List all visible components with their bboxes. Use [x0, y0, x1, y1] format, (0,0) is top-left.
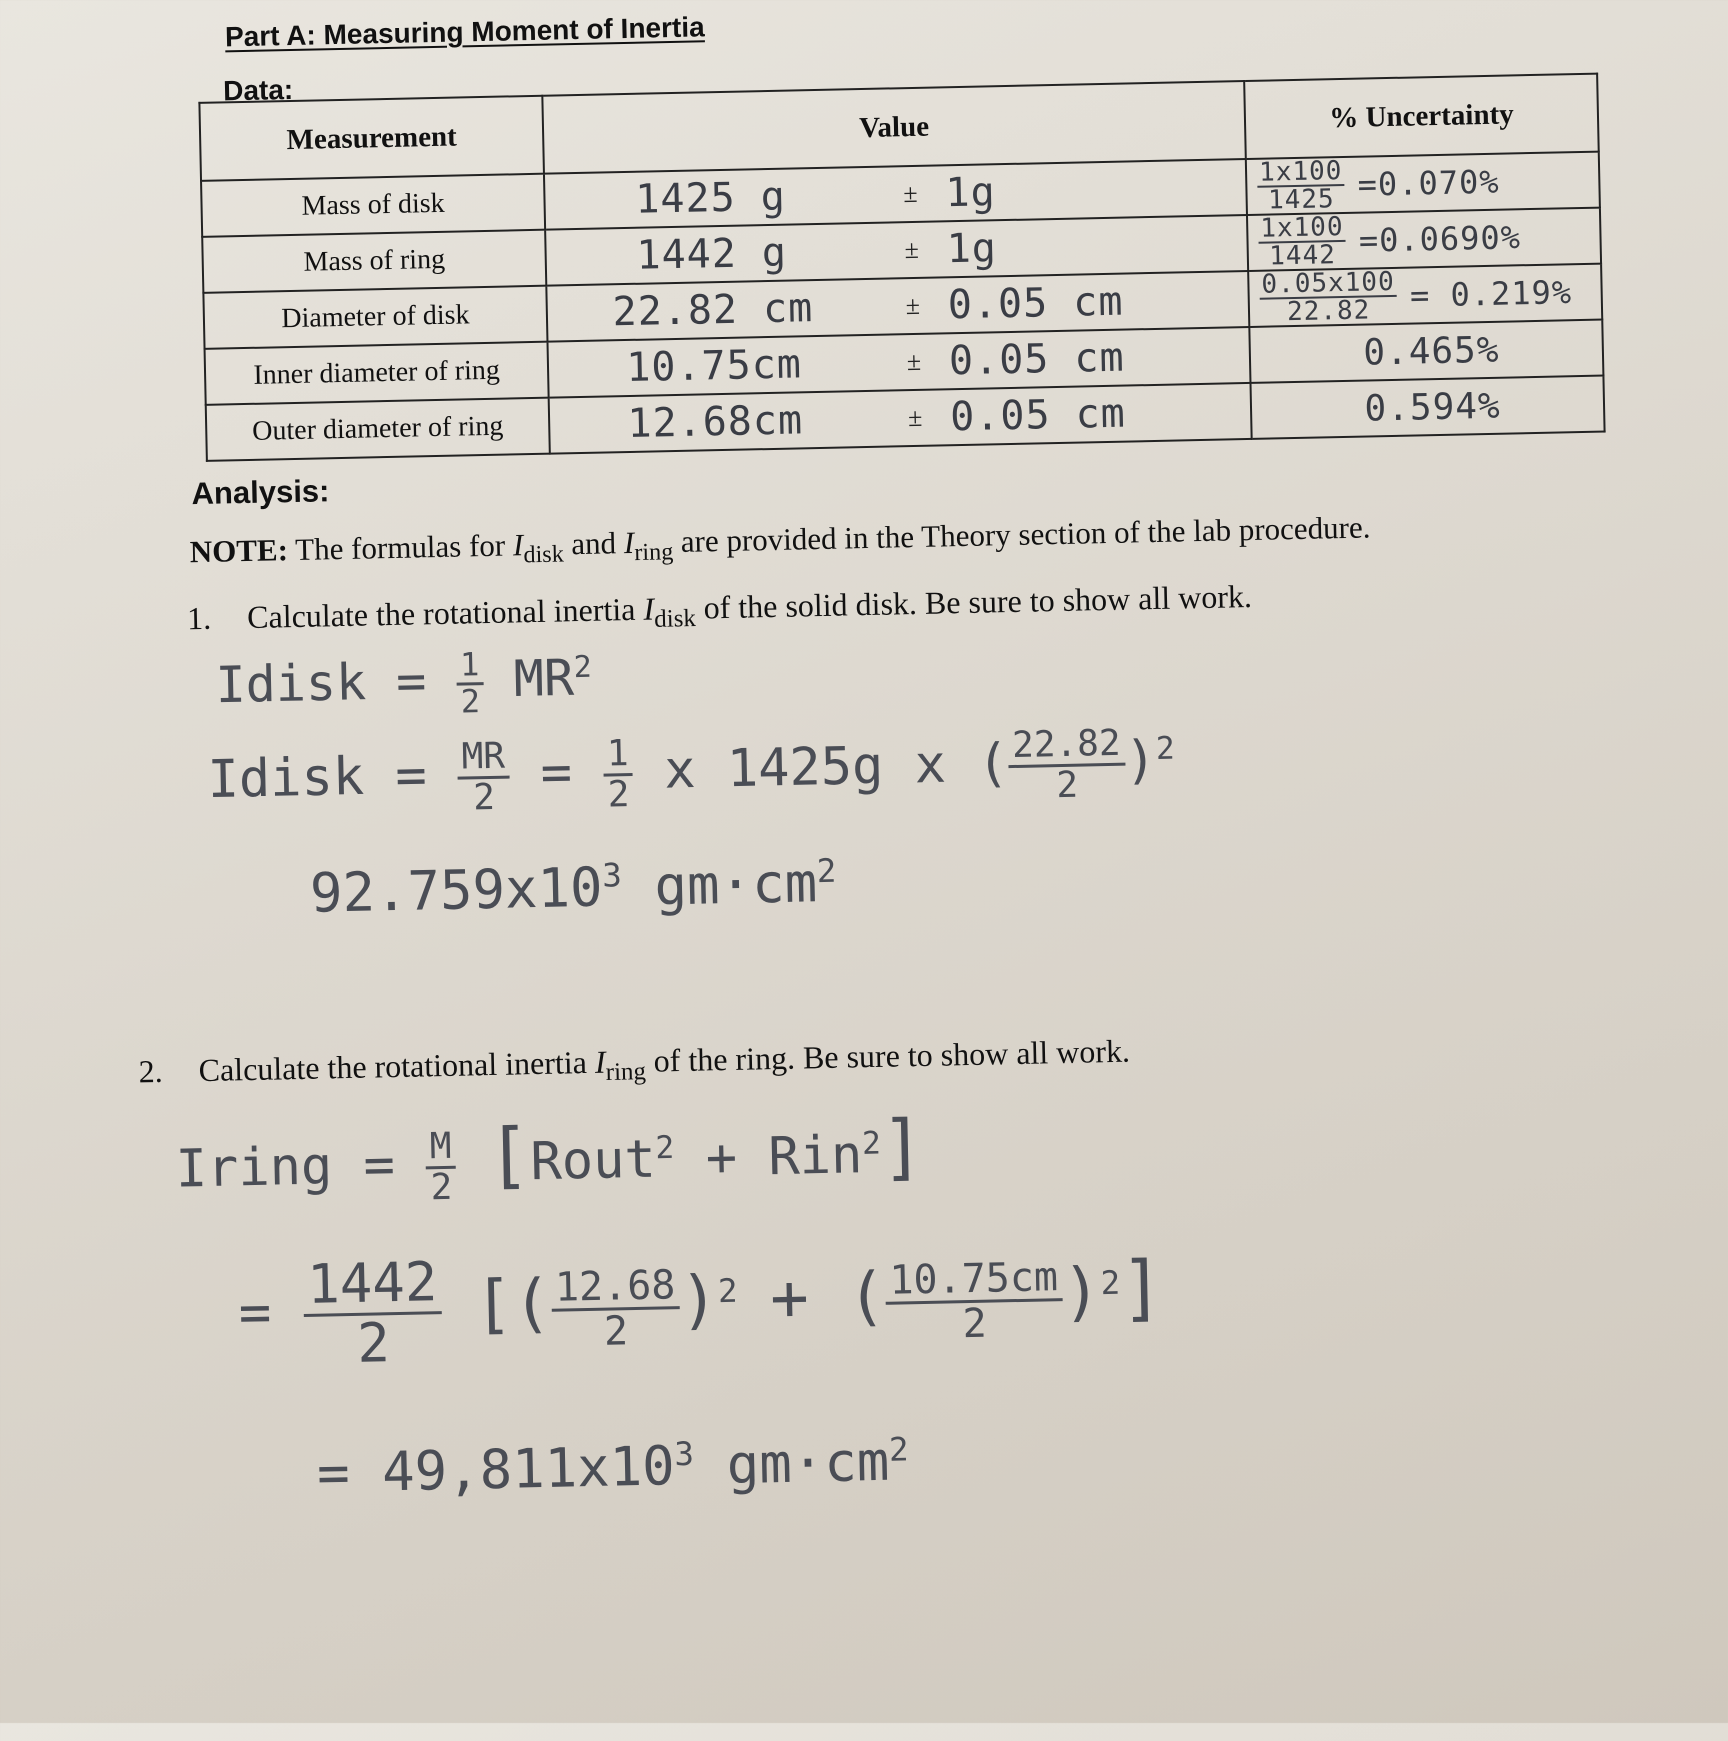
- plus-minus-sign: ±: [903, 178, 918, 209]
- fraction-denominator: 1442: [1268, 240, 1337, 272]
- disk-result: $92.759x10^3$ $gm\cdot cm^2$: [309, 851, 837, 925]
- disk-substitution: Idisk = $\frac{MR}{2}$ = $\frac{1}{2}$ x 1425g x ( $\frac{22.82}{2}$ )$^2$: [206, 722, 1176, 819]
- percent-result: =0.0690%: [1358, 218, 1522, 260]
- measurement-cell: Mass of ring: [202, 230, 546, 293]
- measurement-cell: Mass of disk: [201, 174, 545, 237]
- ring-result: = $49,811x10^3$ $gm\cdot cm^2$: [316, 1429, 909, 1505]
- percent-fraction: [1259, 266, 1397, 328]
- percent-result: 0.594%: [1364, 385, 1502, 430]
- question-symbol: $I_{disk}$: [642, 590, 697, 633]
- header-uncertainty: % Uncertainty: [1244, 74, 1599, 159]
- percent-uncertainty-cell: [1251, 376, 1605, 439]
- measured-value: 22.82 cm: [612, 285, 814, 336]
- question-symbol: $I_{ring}$: [594, 1043, 647, 1086]
- header-measurement: Measurement: [199, 96, 544, 181]
- measurement-cell: Inner diameter of ring: [205, 342, 549, 405]
- note-text-pre: The formulas for: [294, 527, 506, 567]
- measured-value: 1442 g: [636, 229, 788, 279]
- measurement-cell: Outer diameter of ring: [206, 398, 550, 461]
- fraction-denominator: 1425: [1267, 184, 1335, 216]
- percent-uncertainty-cell: [1248, 264, 1602, 327]
- percent-result: = 0.219%: [1409, 273, 1573, 315]
- absolute-uncertainty: 1g: [945, 169, 997, 217]
- note-text-mid: and: [570, 525, 617, 562]
- percent-result: 0.465%: [1362, 329, 1500, 374]
- percent-uncertainty-cell: [1249, 320, 1603, 383]
- note-label: NOTE:: [189, 532, 289, 570]
- percent-fraction: [1258, 211, 1346, 272]
- analysis-note: [189, 509, 1370, 576]
- plus-minus-sign: ±: [906, 346, 922, 377]
- question-1: [187, 578, 1253, 644]
- question-number: 1.: [186, 599, 212, 637]
- note-symbol-disk: $I_{disk}$: [512, 527, 565, 569]
- part-title: Part A: Measuring Moment of Inertia: [224, 11, 705, 53]
- question-text-pre: Calculate the rotational inertia: [246, 590, 636, 636]
- question-number: 2.: [138, 1052, 164, 1090]
- ring-substitution: = $\frac{1442}{2}$ [( $\frac{12.68}{2}$ )$^2$ + ( $\frac{10.75cm}{2}$ )$^2$]: [238, 1244, 1165, 1375]
- data-table: [198, 73, 1605, 462]
- data-label: Data:: [222, 73, 294, 107]
- measured-value: 12.68cm: [626, 397, 804, 448]
- absolute-uncertainty: 0.05 cm: [947, 278, 1124, 329]
- disk-formula: Idisk = $\frac{1}{2}$ $MR^2$: [214, 645, 593, 721]
- question-text-post: of the ring. Be sure to show all work.: [653, 1032, 1131, 1079]
- measurement-cell: Diameter of disk: [203, 286, 547, 349]
- note-symbol-ring: $I_{ring}$: [623, 524, 674, 567]
- fraction-denominator: 22.82: [1286, 295, 1371, 328]
- measured-value: 10.75cm: [625, 341, 803, 392]
- note-text-post: are provided in the Theory section of the lab procedure.: [680, 509, 1371, 559]
- question-text-post: of the solid disk. Be sure to show all work.: [703, 577, 1253, 626]
- percent-result: =0.070%: [1357, 162, 1500, 204]
- fraction-numerator: 1x100: [1260, 211, 1344, 244]
- question-2: [138, 1033, 1130, 1097]
- fraction-numerator: 1x100: [1258, 155, 1343, 188]
- plus-minus-sign: ±: [907, 402, 923, 433]
- question-text-pre: Calculate the rotational inertia: [198, 1044, 588, 1089]
- absolute-uncertainty: 0.05 cm: [949, 390, 1127, 441]
- absolute-uncertainty: 1g: [946, 225, 998, 273]
- percent-uncertainty-cell: [1246, 152, 1600, 215]
- analysis-heading: Analysis:: [191, 473, 330, 512]
- percent-fraction: [1257, 155, 1345, 216]
- measured-value: 1425 g: [634, 173, 787, 223]
- fraction-numerator: 0.05x100: [1261, 266, 1396, 300]
- header-value: Value: [542, 81, 1245, 174]
- absolute-uncertainty: 0.05 cm: [948, 334, 1126, 385]
- plus-minus-sign: ±: [905, 290, 921, 321]
- percent-uncertainty-cell: [1247, 208, 1601, 271]
- ring-formula: Iring = $\frac{M}{2}$ [Rout$^2$ + Rin$^2$]: [175, 1103, 926, 1208]
- plus-minus-sign: ±: [904, 234, 920, 265]
